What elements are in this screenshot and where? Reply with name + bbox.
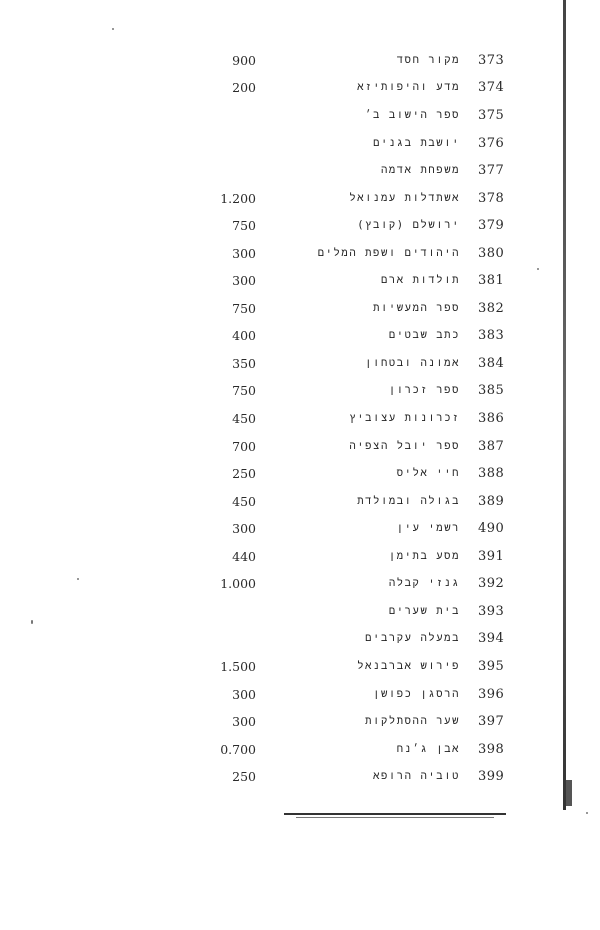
entry-price: 750 [232,218,256,233]
entry-title: ספר המעשיות [373,302,460,314]
scan-speck [31,620,33,624]
entry-title: טוביה הרופא [373,770,460,782]
entry-title: אשתדלות עמנואל [349,192,460,204]
entry-title: חיי אליס [396,467,460,479]
list-item [0,301,560,321]
entry-number: 393 [478,604,505,619]
entry-number: 395 [478,659,505,674]
entry-price: 300 [232,687,256,702]
entry-title: מקור חסד [396,54,460,66]
entry-price: 450 [232,411,256,426]
entry-title: רשמי עין [396,522,460,534]
entry-title: כתב שבטים [388,329,460,341]
list-item [0,659,560,679]
entry-number: 376 [478,136,505,151]
entry-number: 378 [478,191,505,206]
list-item [0,328,560,348]
entry-title: בגולה ובמולדת [357,495,460,507]
scan-speck [586,812,588,814]
list-item [0,191,560,211]
entry-number: 386 [478,411,505,426]
entry-title: בית שערים [388,605,460,617]
entry-number: 490 [478,521,505,536]
entry-title: אבן ג׳נח [396,743,460,755]
entry-title: תולדות ארם [380,274,460,286]
list-item [0,604,560,624]
entry-price: 300 [232,521,256,536]
list-item [0,742,560,762]
entry-title: מדע והיפותיזא [357,81,460,93]
entry-number: 383 [478,328,505,343]
entry-title: מסע בתימן [388,550,460,562]
entry-price: 440 [232,549,256,564]
entry-number: 392 [478,576,505,591]
list-item [0,466,560,486]
entry-price: 400 [232,328,256,343]
entry-title: אמונה ובטחון [365,357,460,369]
closing-rule-thin [296,817,494,818]
entry-number: 389 [478,494,505,509]
entry-title: ספר זכרון [388,384,460,396]
closing-rule [284,813,506,815]
entry-price: 250 [232,769,256,784]
entry-title: הרסגן כפושן [373,688,460,700]
entry-price: 450 [232,494,256,509]
entry-number: 374 [478,80,505,95]
entry-number: 397 [478,714,505,729]
list-item [0,273,560,293]
entry-title: היהודים ושפת המלים [317,247,460,259]
entry-price: 300 [232,714,256,729]
entry-price: 700 [232,439,256,454]
list-item [0,246,560,266]
entry-number: 387 [478,439,505,454]
scan-speck [77,578,79,580]
list-item [0,494,560,514]
entry-title: יושבת בגנים [373,137,460,149]
entry-price: 1.500 [220,659,256,674]
list-item [0,383,560,403]
entry-price: 750 [232,301,256,316]
list-item [0,218,560,238]
entry-number: 375 [478,108,505,123]
scan-speck [112,28,114,30]
entry-number: 379 [478,218,505,233]
list-item [0,439,560,459]
entry-title: ספר הישוב ב׳ [365,109,460,121]
entry-number: 384 [478,356,505,371]
entry-number: 388 [478,466,505,481]
entry-number: 394 [478,631,505,646]
page-edge-line [563,0,566,810]
list-item [0,687,560,707]
list-item [0,136,560,156]
list-item [0,769,560,789]
entry-number: 377 [478,163,505,178]
page-edge-mark [566,780,572,806]
list-item [0,356,560,376]
entry-title: ספר יובל הצפיה [349,440,460,452]
entry-number: 398 [478,742,505,757]
entry-price: 750 [232,383,256,398]
list-item [0,714,560,734]
list-item [0,80,560,100]
entry-title: במעלה עקרבים [365,632,460,644]
entry-price: 350 [232,356,256,371]
entry-title: ירושלם (קובץ) [357,219,460,231]
entry-price: 900 [232,53,256,68]
list-item [0,53,560,73]
entry-number: 399 [478,769,505,784]
entry-price: 300 [232,273,256,288]
entry-price: 1.000 [220,576,256,591]
entry-number: 380 [478,246,505,261]
list-item [0,521,560,541]
entry-number: 396 [478,687,505,702]
entry-number: 385 [478,383,505,398]
entry-title: משפחת אדמה [380,164,460,176]
list-item [0,411,560,431]
list-item [0,631,560,651]
entry-price: 200 [232,80,256,95]
entry-title: שער ההסתלקות [365,715,460,727]
list-item [0,108,560,128]
list-item [0,576,560,596]
entry-price: 300 [232,246,256,261]
entry-number: 382 [478,301,505,316]
entry-price: 1.200 [220,191,256,206]
entry-price: 0.700 [220,742,256,757]
entry-number: 381 [478,273,505,288]
entry-number: 391 [478,549,505,564]
entry-number: 373 [478,53,505,68]
entry-title: גנזי קבלה [388,577,460,589]
entry-title: פירוש אברבנאל [357,660,460,672]
list-item [0,549,560,569]
entry-title: זכרונות עצוביץ [349,412,460,424]
entry-price: 250 [232,466,256,481]
scan-speck [537,268,539,270]
list-item [0,163,560,183]
